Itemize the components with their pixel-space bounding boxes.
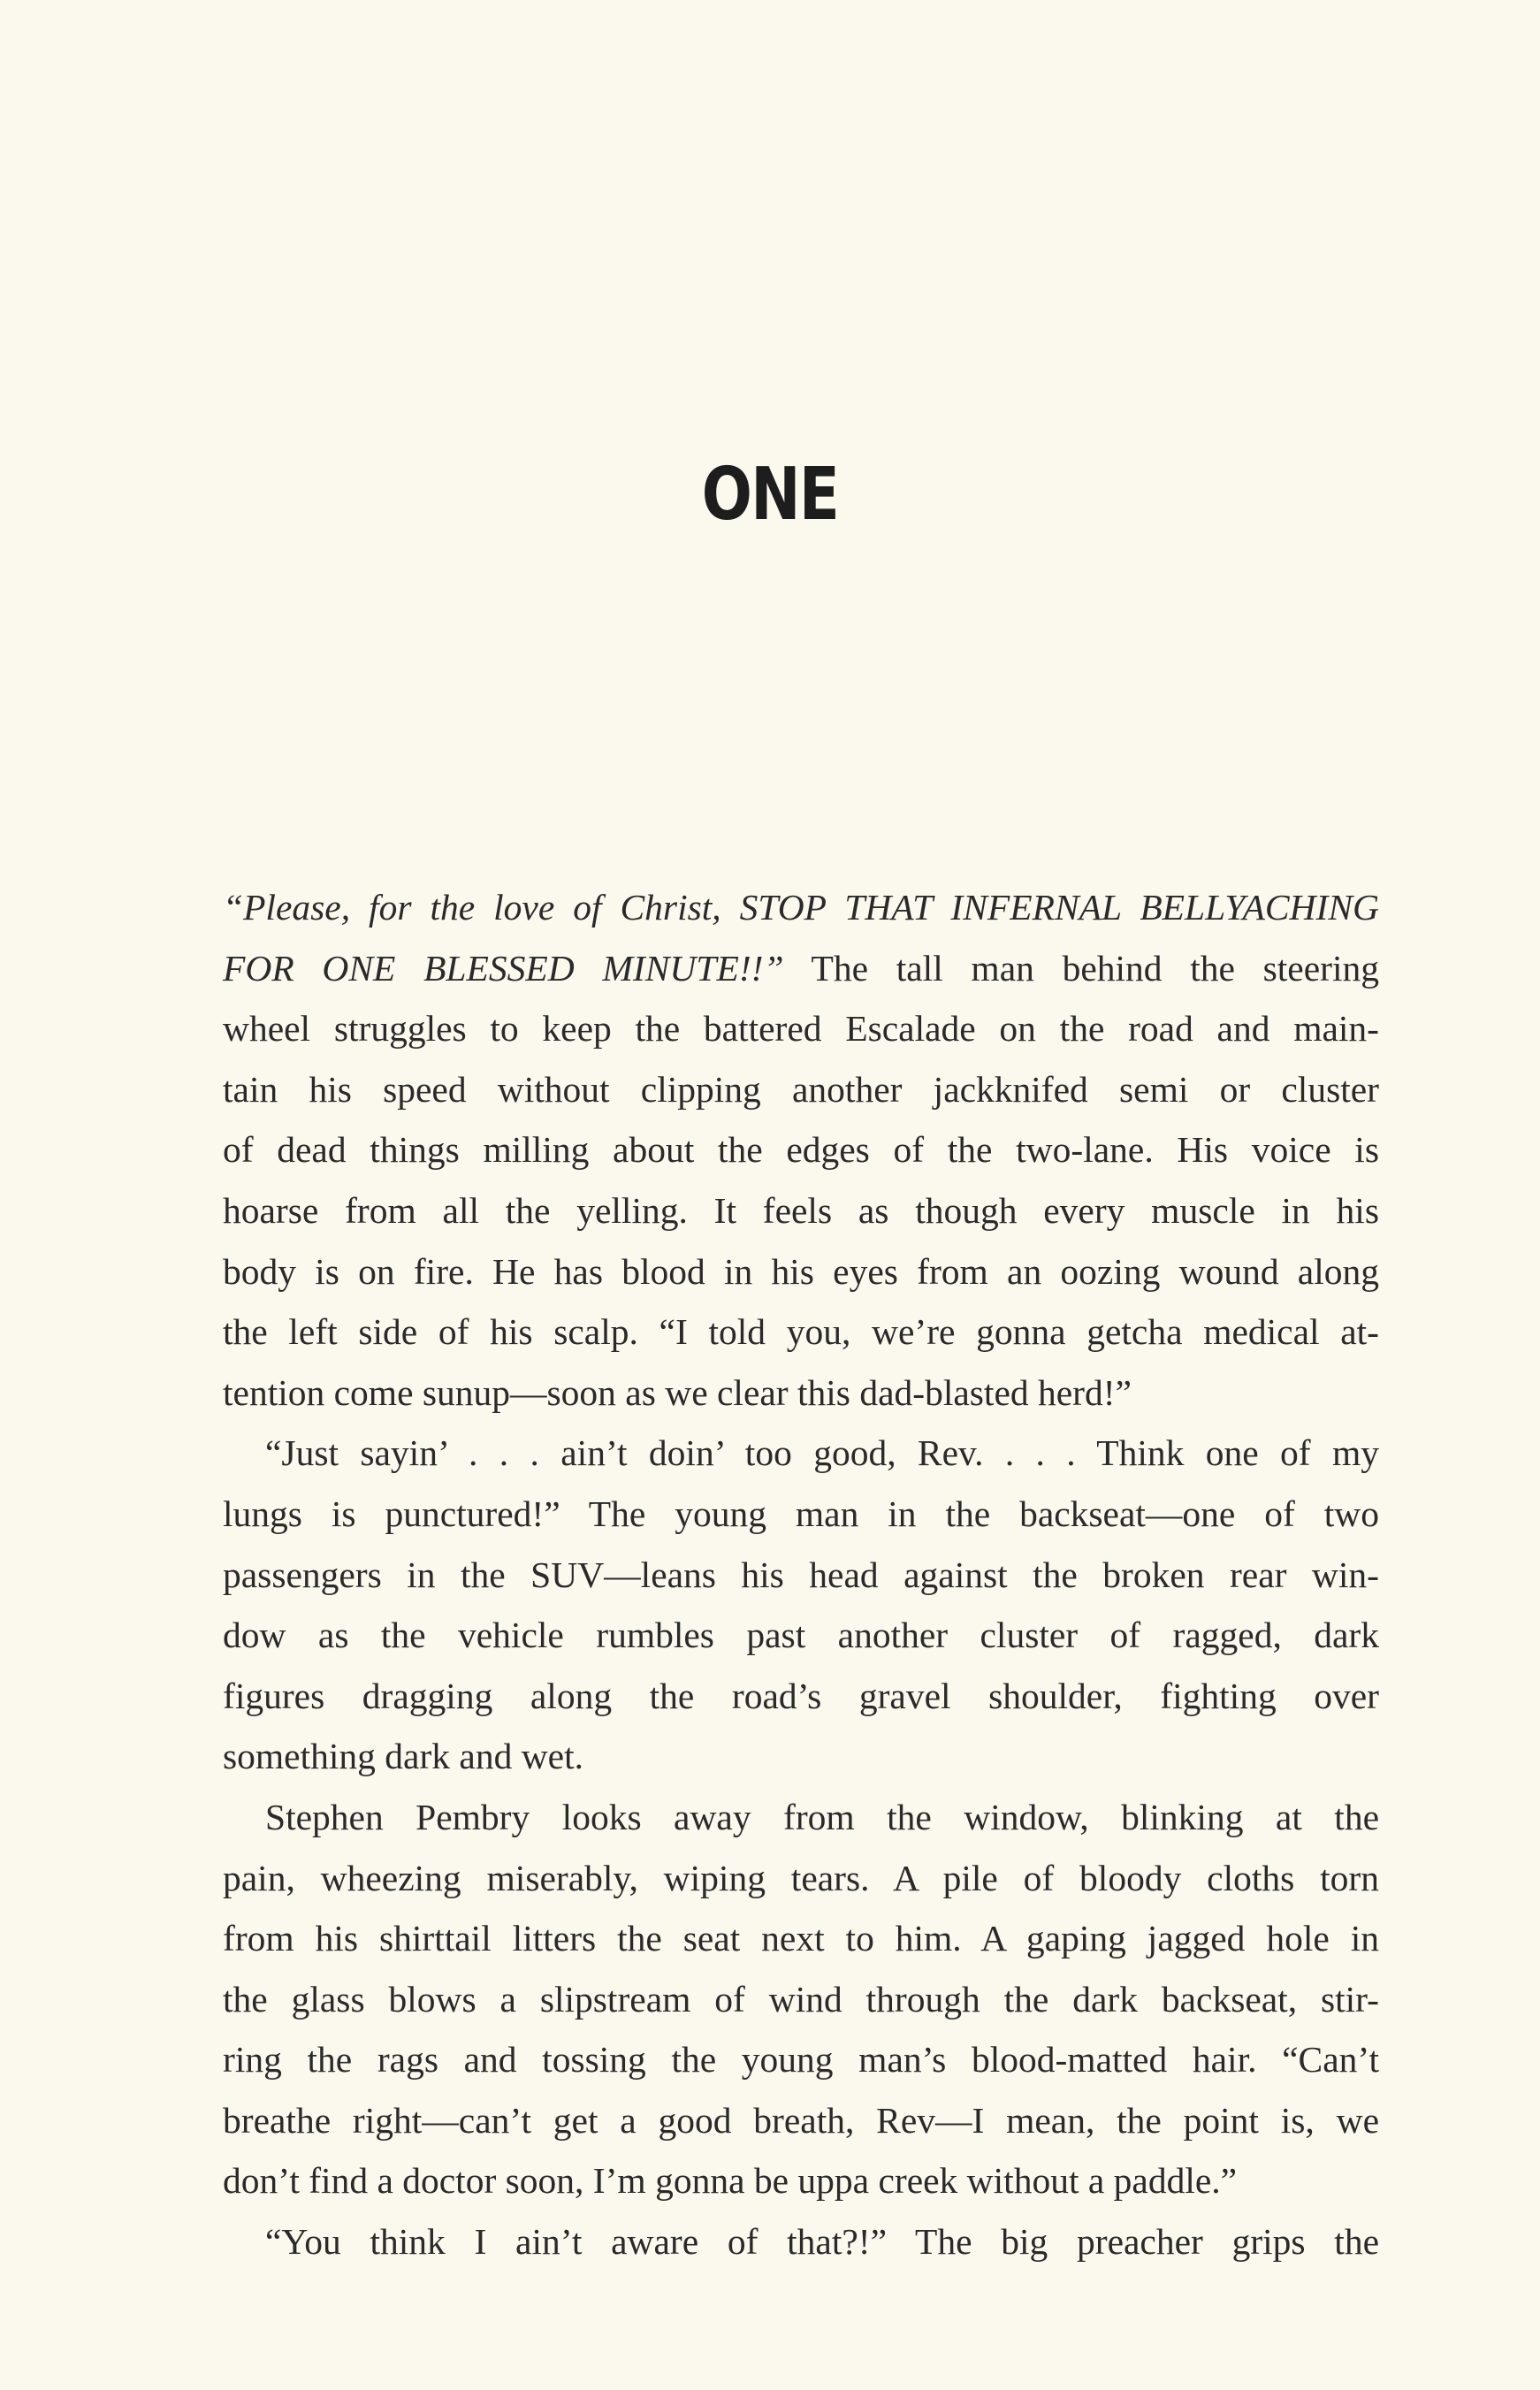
text-line: ring the rags and tossing the young man’s blood-matted hair. “Can’t [223,2039,1379,2081]
text-line: don’t find a doctor soon, I’m gonna be uppa creek without a paddle.” [223,2160,1238,2202]
text-line: lungs is punctured!” The young man in the backseat—one of two [223,1493,1379,1534]
text-line: passengers in the SUV—leans his head against the broken rear win- [223,1554,1379,1595]
text-line: pain, wheezing miserably, wiping tears. A pile of bloody cloths torn [223,1857,1379,1898]
text-line: tain his speed without clipping another jackknifed semi or cluster [223,1068,1379,1110]
text-line: something dark and wet. [223,1736,583,1777]
text-line: the glass blows a slipstream of wind through the dark backseat, stir- [223,1978,1379,2020]
text-line [223,938,1379,999]
text-line-roman: The tall man behind the steering [783,947,1379,989]
text-line: body is on fire. He has blood in his eyes from an oozing wound along [223,1250,1379,1292]
text-line: dow as the vehicle rumbles past another cluster of ragged, dark [223,1615,1379,1656]
text-line [223,877,1379,938]
text-line: “Just sayin’ . . . ain’t doin’ too good, Rev. . . . Think one of my [265,1432,1379,1474]
text-line: Stephen Pembry looks away from the window, blinking at the [265,1796,1379,1837]
chapter-body-text [223,877,1379,2272]
text-line: from his shirttail litters the seat next to him. A gaping jagged hole in [223,1918,1379,1959]
text-line: breathe right—can’t get a good breath, Rev—I mean, the point is, we [223,2099,1379,2141]
text-line: “You think I ain’t aware of that?!” The big preacher grips the [265,2221,1379,2263]
text-line: tention come sunup—soon as we clear this dad-blasted herd!” [223,1371,1132,1413]
text-line-italic: “Please, for the love of Christ, STOP THAT INFERNAL BELLYACHING [223,887,1379,928]
text-line: of dead things milling about the edges of the two-lane. His voice is [223,1129,1379,1171]
text-line: figures dragging along the road’s gravel shoulder, fighting over [223,1675,1379,1716]
text-line: hoarse from all the yelling. It feels as though every muscle in his [223,1189,1379,1231]
text-line: wheel struggles to keep the battered Escalade on the road and main- [223,1008,1379,1050]
text-line: the left side of his scalp. “I told you, we’re gonna getcha medical at- [223,1311,1379,1353]
text-line-italic: FOR ONE BLESSED MINUTE!!” [223,947,784,989]
chapter-title: ONE [701,453,839,537]
